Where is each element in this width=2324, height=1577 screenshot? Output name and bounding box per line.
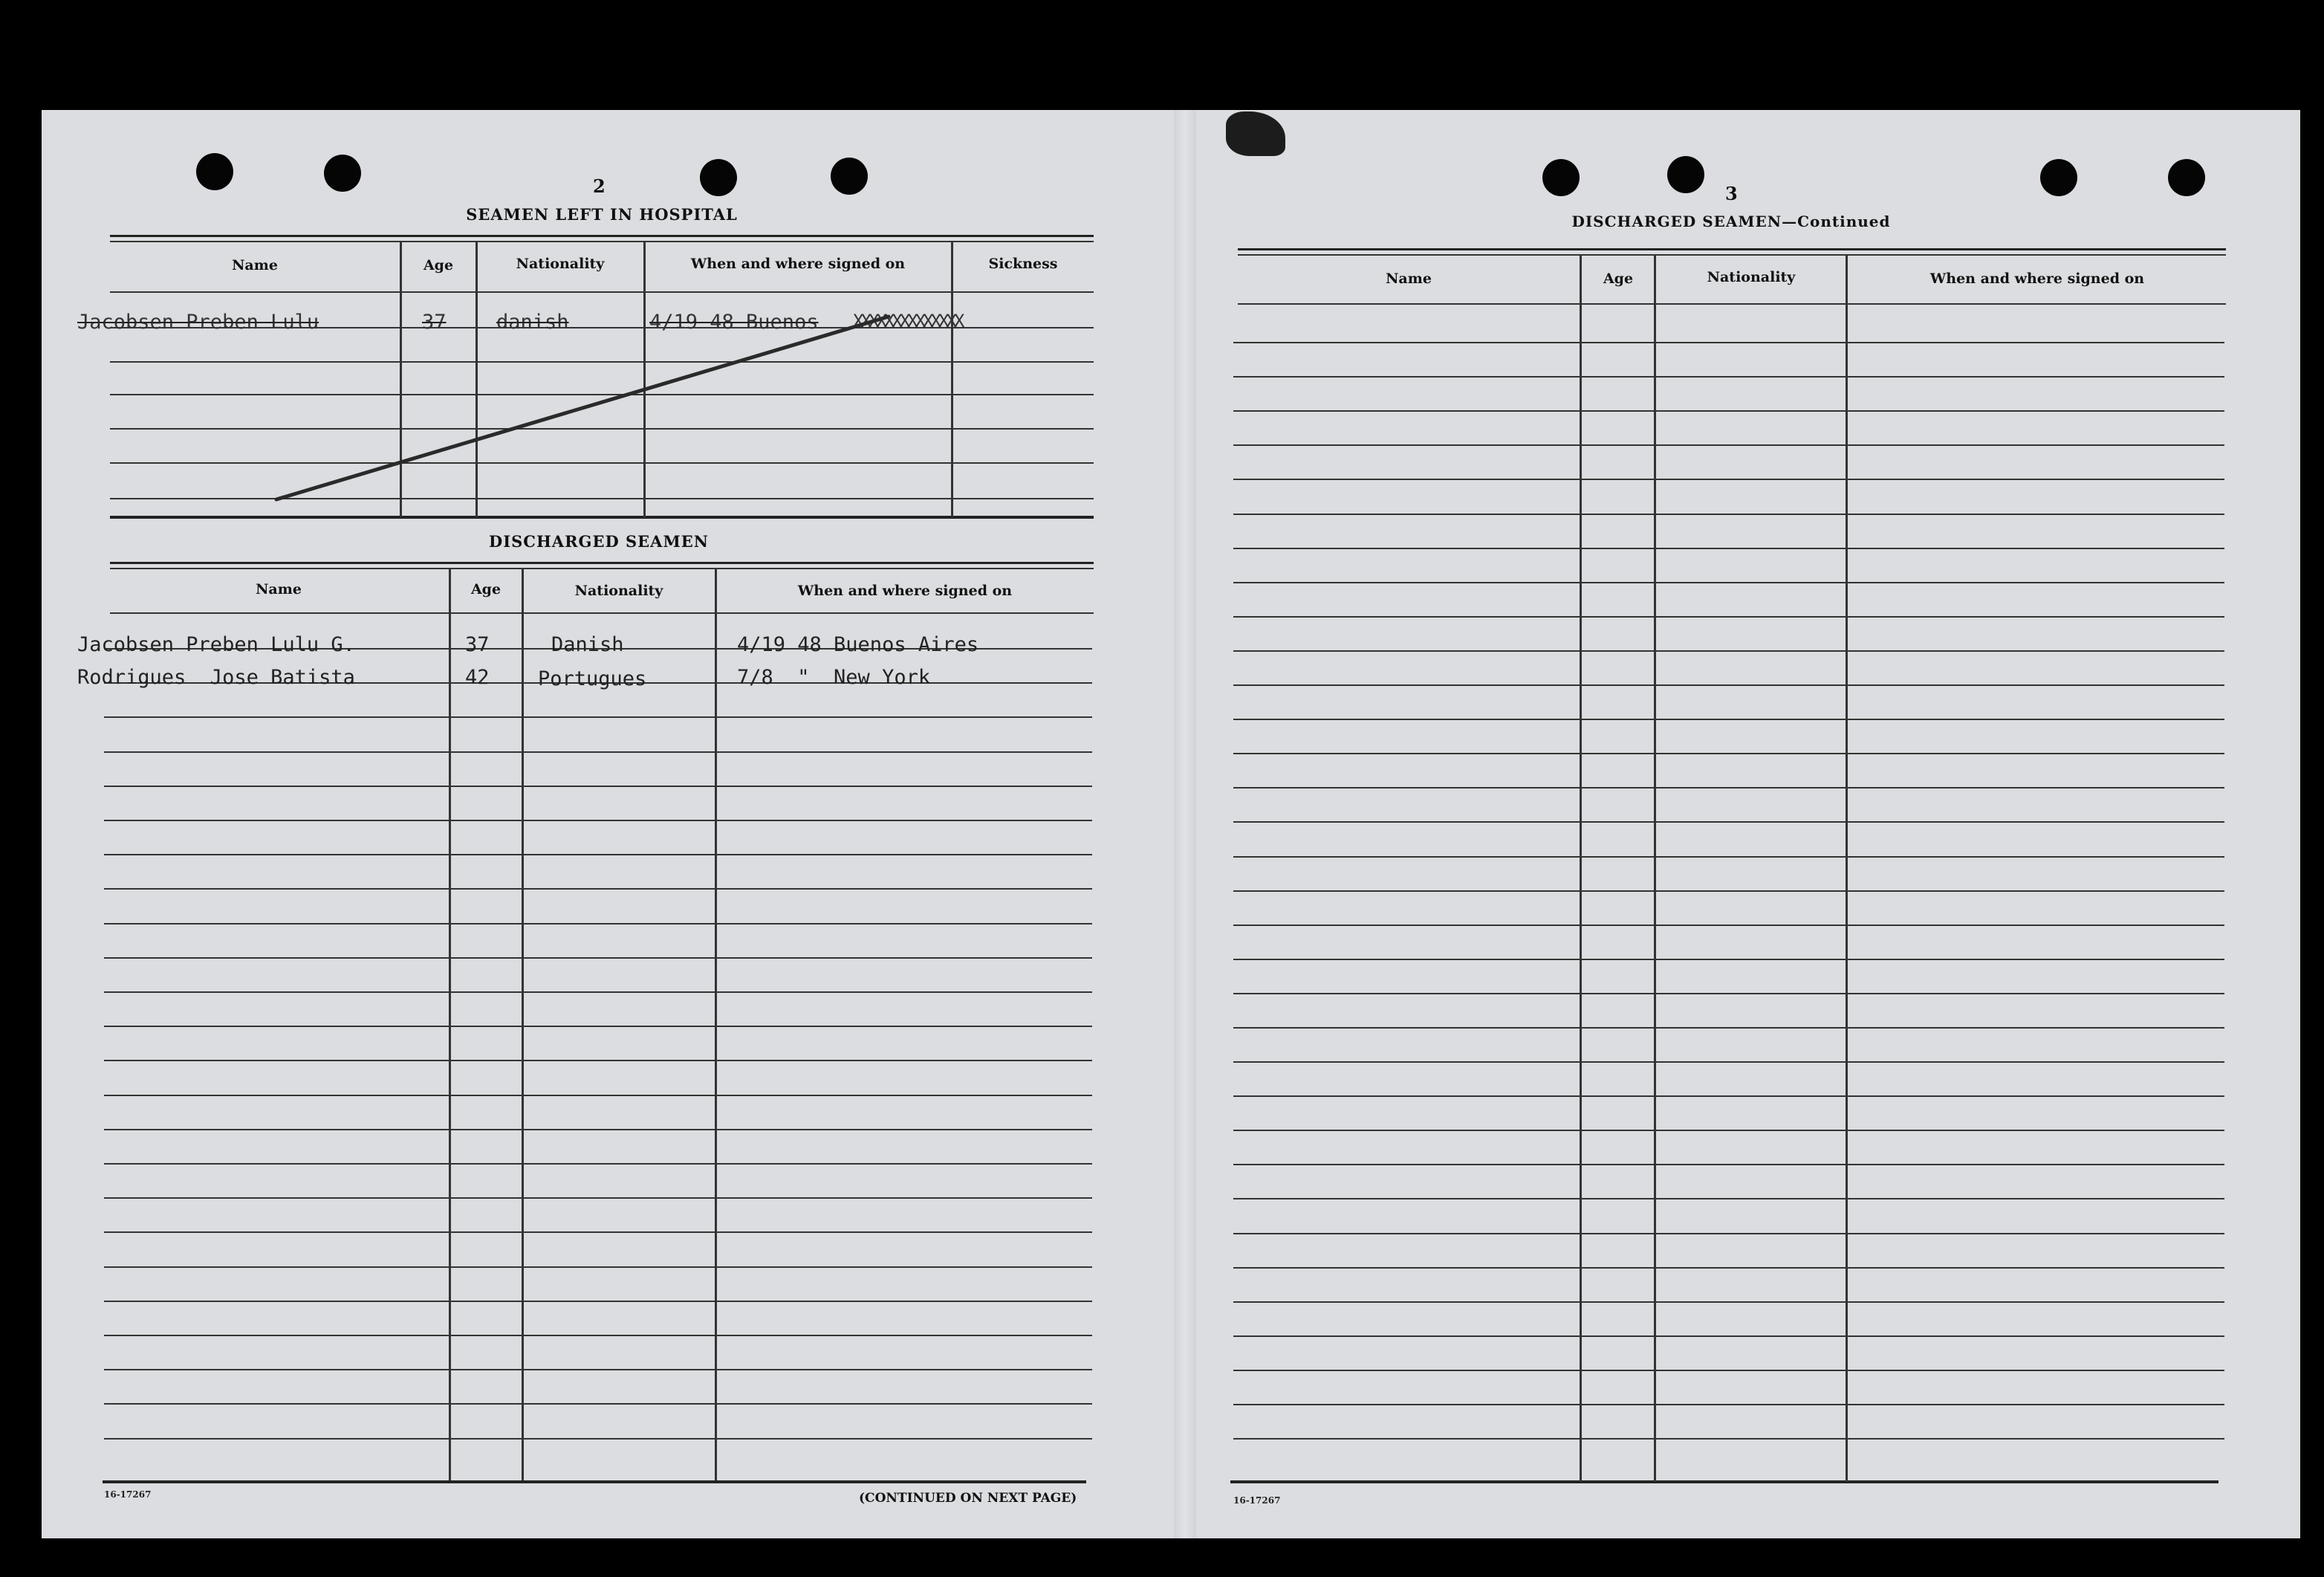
hospital-col-nationality: Nationality: [516, 256, 605, 272]
discharged-row-rule: [104, 923, 1092, 924]
discharged-row-rule: [104, 1129, 1092, 1130]
discharged-col-divider: [522, 569, 524, 1480]
right-row-rule: [1233, 890, 2224, 892]
form-number-left: 16-17267: [104, 1489, 152, 1500]
discharged-row-2-age: 42: [465, 666, 490, 689]
right-row-rule: [1233, 856, 2224, 858]
hospital-section-title: SEAMEN LEFT IN HOSPITAL: [466, 205, 738, 224]
right-row-rule: [1233, 1027, 2224, 1029]
right-row-rule: [1233, 514, 2224, 515]
discharged-row-rule: [104, 1438, 1092, 1440]
right-row-rule: [1233, 342, 2224, 343]
right-row-rule: [1233, 959, 2224, 960]
right-row-rule: [1233, 1301, 2224, 1303]
right-row-rule: [1233, 548, 2224, 549]
right-col-nationality: Nationality: [1707, 269, 1796, 285]
discharged-row-2-nationality: Portugues: [538, 667, 647, 690]
discharged-row-rule: [104, 1369, 1092, 1370]
hospital-col-signed-on: When and where signed on: [690, 256, 906, 272]
discharged-row-rule: [104, 1231, 1092, 1233]
discharged-row-2-name: Rodrigues Jose Batista: [77, 666, 355, 689]
page-number-left: 2: [593, 175, 606, 197]
right-row-rule: [1233, 787, 2224, 788]
right-row-rule: [1233, 1198, 2224, 1199]
right-top-rule: [1238, 248, 2226, 250]
discharged-row-rule: [104, 1403, 1092, 1405]
hospital-col-age: Age: [423, 257, 454, 273]
discharged-continued-title: DISCHARGED SEAMEN—Continued: [1571, 213, 1891, 230]
right-row-rule: [1233, 1164, 2224, 1165]
hospital-entry-signed-on: 4/19 48 Buenos: [649, 311, 819, 334]
discharged-row-1-nationality: Danish: [551, 633, 624, 656]
discharged-row-rule: [104, 1266, 1092, 1268]
right-header-rule: [1238, 303, 2226, 305]
right-row-rule: [1233, 821, 2224, 823]
right-row-rule: [1233, 1370, 2224, 1371]
discharged-col-nationality: Nationality: [574, 583, 663, 599]
discharged-row-rule: [104, 1026, 1092, 1027]
right-row-rule: [1233, 410, 2224, 412]
right-row-rule: [1233, 444, 2224, 446]
discharged-row-rule: [104, 1197, 1092, 1199]
right-top-rule-2: [1238, 254, 2226, 256]
discharged-col-divider: [715, 569, 717, 1480]
right-row-rule: [1233, 1061, 2224, 1063]
right-bottom-rule: [1230, 1480, 2218, 1483]
discharged-section-title: DISCHARGED SEAMEN: [489, 532, 709, 551]
right-row-rule: [1233, 1438, 2224, 1440]
right-row-rule: [1233, 1095, 2224, 1097]
discharged-row-rule: [104, 786, 1092, 787]
discharged-col-signed-on: When and where signed on: [797, 583, 1013, 599]
discharged-row-rule: [104, 820, 1092, 821]
right-col-signed-on: When and where signed on: [1929, 271, 2145, 287]
discharged-row-2-signed-on: 7/8 " New York: [737, 666, 931, 689]
right-row-rule: [1233, 719, 2224, 720]
discharged-col-divider: [449, 569, 451, 1480]
discharged-row-rule: [104, 888, 1092, 890]
discharged-row-rule: [104, 1095, 1092, 1096]
right-row-rule: [1233, 616, 2224, 618]
discharged-top-rule: [110, 562, 1094, 564]
discharged-row-1-signed-on: 4/19 48 Buenos Aires: [737, 633, 979, 656]
discharged-row-rule: [104, 957, 1092, 959]
discharged-row-rule: [104, 1060, 1092, 1061]
right-row-rule: [1233, 924, 2224, 926]
discharged-header-rule: [110, 612, 1094, 614]
right-row-rule: [1233, 650, 2224, 652]
hospital-col-sickness: Sickness: [988, 256, 1058, 272]
right-row-rule: [1233, 582, 2224, 583]
right-col-divider: [1580, 256, 1582, 1482]
hospital-entry-nationality: danish: [496, 311, 569, 334]
right-col-age: Age: [1603, 271, 1634, 287]
discharged-row-rule: [104, 1163, 1092, 1165]
right-col-name: Name: [1386, 271, 1432, 287]
hospital-entry-name: Jacobsen Preben Lulu: [77, 311, 319, 334]
right-row-rule: [1233, 684, 2224, 686]
right-row-rule: [1233, 1404, 2224, 1405]
discharged-row-1-age: 37: [465, 633, 490, 656]
discharged-col-name: Name: [256, 581, 302, 598]
discharged-row-rule: [104, 716, 1092, 718]
discharged-row-1-name: Jacobsen Preben Lulu G.: [77, 633, 355, 656]
discharged-row-rule: [104, 1301, 1092, 1302]
form-number-right: 16-17267: [1233, 1495, 1281, 1506]
right-row-rule: [1233, 376, 2224, 378]
right-row-rule: [1233, 993, 2224, 994]
discharged-bottom-rule: [103, 1480, 1086, 1483]
page-number-right: 3: [1725, 183, 1738, 204]
hospital-entry-age: 37: [422, 311, 447, 334]
hospital-x-out: XXXXXXXXXXXXXX: [853, 311, 962, 331]
right-col-divider: [1846, 256, 1848, 1482]
right-row-rule: [1233, 753, 2224, 754]
discharged-col-age: Age: [470, 581, 502, 598]
continued-note: (CONTINUED ON NEXT PAGE): [859, 1491, 1077, 1506]
discharged-row-rule: [104, 1335, 1092, 1336]
right-row-rule: [1233, 1267, 2224, 1269]
hospital-col-name: Name: [232, 257, 278, 273]
discharged-top-rule-2: [110, 568, 1094, 569]
discharged-row-rule: [104, 991, 1092, 993]
right-row-rule: [1233, 479, 2224, 480]
right-row-rule: [1233, 1335, 2224, 1337]
discharged-row-rule: [104, 854, 1092, 855]
discharged-row-rule: [104, 751, 1092, 753]
right-col-divider: [1654, 256, 1656, 1482]
right-row-rule: [1233, 1130, 2224, 1131]
right-row-rule: [1233, 1233, 2224, 1234]
